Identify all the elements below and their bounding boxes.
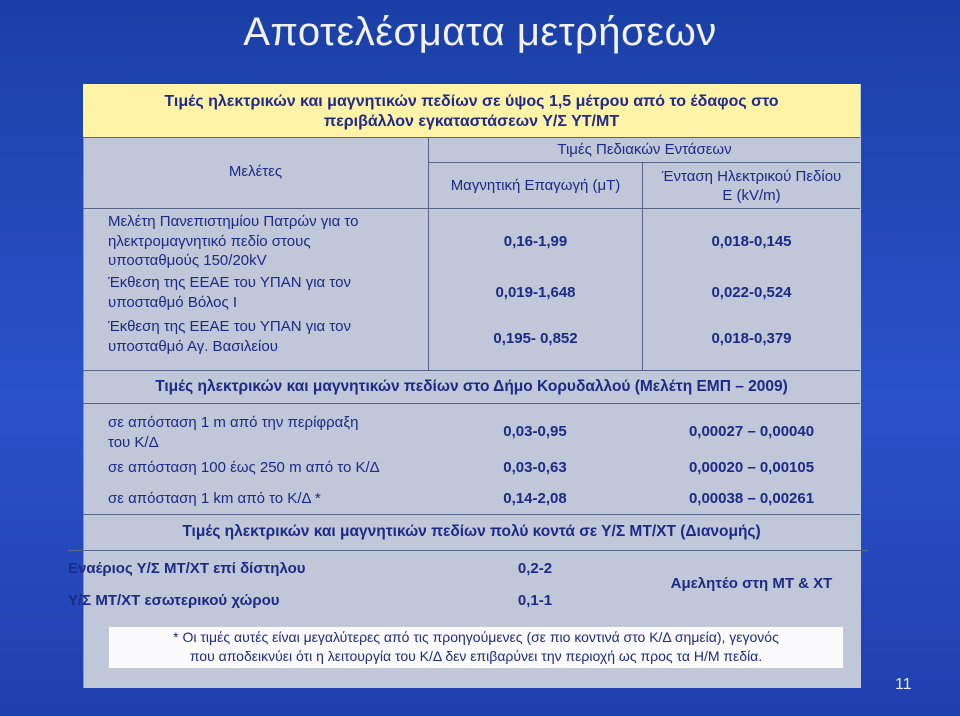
study-line: υποσταθμό Βόλος Ι	[108, 293, 238, 311]
magnetic-value: 0,1-1	[517, 592, 553, 609]
row-label-line: του Κ/Δ	[108, 433, 159, 451]
electric-note: Αμελητέο στη ΜΤ & ΧΤ	[670, 575, 833, 592]
divider	[83, 370, 860, 371]
divider	[83, 137, 860, 138]
footnote-line1: * Οι τιμές αυτές είναι μεγαλύτερες από τις προηγούμενες (σε πιο κοντινά στο Κ/Δ σημεία), γεγονός	[173, 629, 779, 645]
study-line: υποσταθμό Αγ. Βασιλείου	[108, 337, 278, 355]
section2-header: Τιμές ηλεκτρικών και μαγνητικών πεδίων στο Δήμο Κορυδαλλού (Μελέτη ΕΜΠ – 2009)	[155, 378, 788, 395]
page-number: 11	[895, 676, 912, 693]
table-row-label: Εναέριος Υ/Σ ΜΤ/ΧΤ επί δίστηλου	[68, 560, 306, 577]
electric-value: 0,018-0,145	[711, 233, 792, 250]
table-row-label: Υ/Σ ΜΤ/ΧΤ εσωτερικού χώρου	[68, 592, 280, 609]
col-electric-header-line2: E (kV/m)	[722, 187, 781, 204]
footnote	[108, 626, 844, 669]
magnetic-value: 0,2-2	[517, 560, 553, 577]
magnetic-value: 0,14-2,08	[503, 490, 567, 507]
section1-header-line2: περιβάλλον εγκαταστάσεων Υ/Σ ΥΤ/ΜΤ	[323, 113, 620, 130]
col-field-values-header: Τιμές Πεδιακών Εντάσεων	[557, 141, 732, 158]
electric-value: 0,00020 – 0,00105	[688, 459, 815, 476]
col-electric-header-line1: Ένταση Ηλεκτρικού Πεδίου	[661, 168, 842, 185]
divider	[68, 550, 868, 551]
divider	[83, 403, 860, 404]
divider	[83, 514, 860, 515]
table-row-study	[108, 273, 351, 312]
col-studies-header: Μελέτες	[228, 163, 283, 180]
magnetic-value: 0,019-1,648	[495, 284, 576, 301]
study-line: υποσταθμούς 150/20kV	[108, 252, 267, 269]
section3-header: Τιμές ηλεκτρικών και μαγνητικών πεδίων πολύ κοντά σε Υ/Σ ΜΤ/ΧΤ (Διανομής)	[182, 523, 761, 540]
table-row-label: σε απόσταση 100 έως 250 m από το Κ/Δ	[108, 459, 380, 476]
section1-header	[83, 84, 860, 137]
slide-title: Αποτελέσματα μετρήσεων	[243, 10, 717, 54]
magnetic-value: 0,03-0,63	[503, 459, 567, 476]
footnote-line2: που αποδεικνύει ότι η λειτουργία του Κ/Δ δεν επιβαρύνει την περιοχή ως προς τα Η/Μ πεδία.	[189, 648, 763, 664]
study-line: ηλεκτρομαγνητικό πεδίο στους	[108, 232, 311, 250]
electric-value: 0,00038 – 0,00261	[688, 490, 815, 507]
col-magnetic-header: Μαγνητική Επαγωγή (μT)	[450, 177, 621, 194]
magnetic-value: 0,195- 0,852	[493, 330, 578, 347]
row-label-line: σε απόσταση 1 m από την περίφραξη	[108, 414, 359, 431]
table-row-label	[108, 413, 358, 452]
divider	[428, 162, 860, 163]
magnetic-value: 0,03-0,95	[503, 423, 567, 440]
electric-value: 0,022-0,524	[711, 284, 792, 301]
table-row-study	[108, 212, 358, 271]
study-line: Έκθεση της ΕΕΑΕ του ΥΠΑΝ για τον	[108, 318, 351, 335]
divider	[83, 208, 860, 209]
col-electric-header	[643, 167, 860, 205]
table-row-label: σε απόσταση 1 km από το Κ/Δ *	[108, 490, 321, 507]
study-line: Μελέτη Πανεπιστημίου Πατρών για το	[108, 213, 359, 230]
section1-header-line1: Τιμές ηλεκτρικών και μαγνητικών πεδίων σε ύψος 1,5 μέτρου από το έδαφος στο	[164, 93, 779, 110]
magnetic-value: 0,16-1,99	[503, 233, 568, 250]
electric-value: 0,00027 – 0,00040	[688, 423, 815, 440]
electric-value: 0,018-0,379	[711, 330, 792, 347]
table-row-study	[108, 317, 351, 356]
study-line: Έκθεση της ΕΕΑΕ του ΥΠΑΝ για τον	[108, 274, 351, 291]
